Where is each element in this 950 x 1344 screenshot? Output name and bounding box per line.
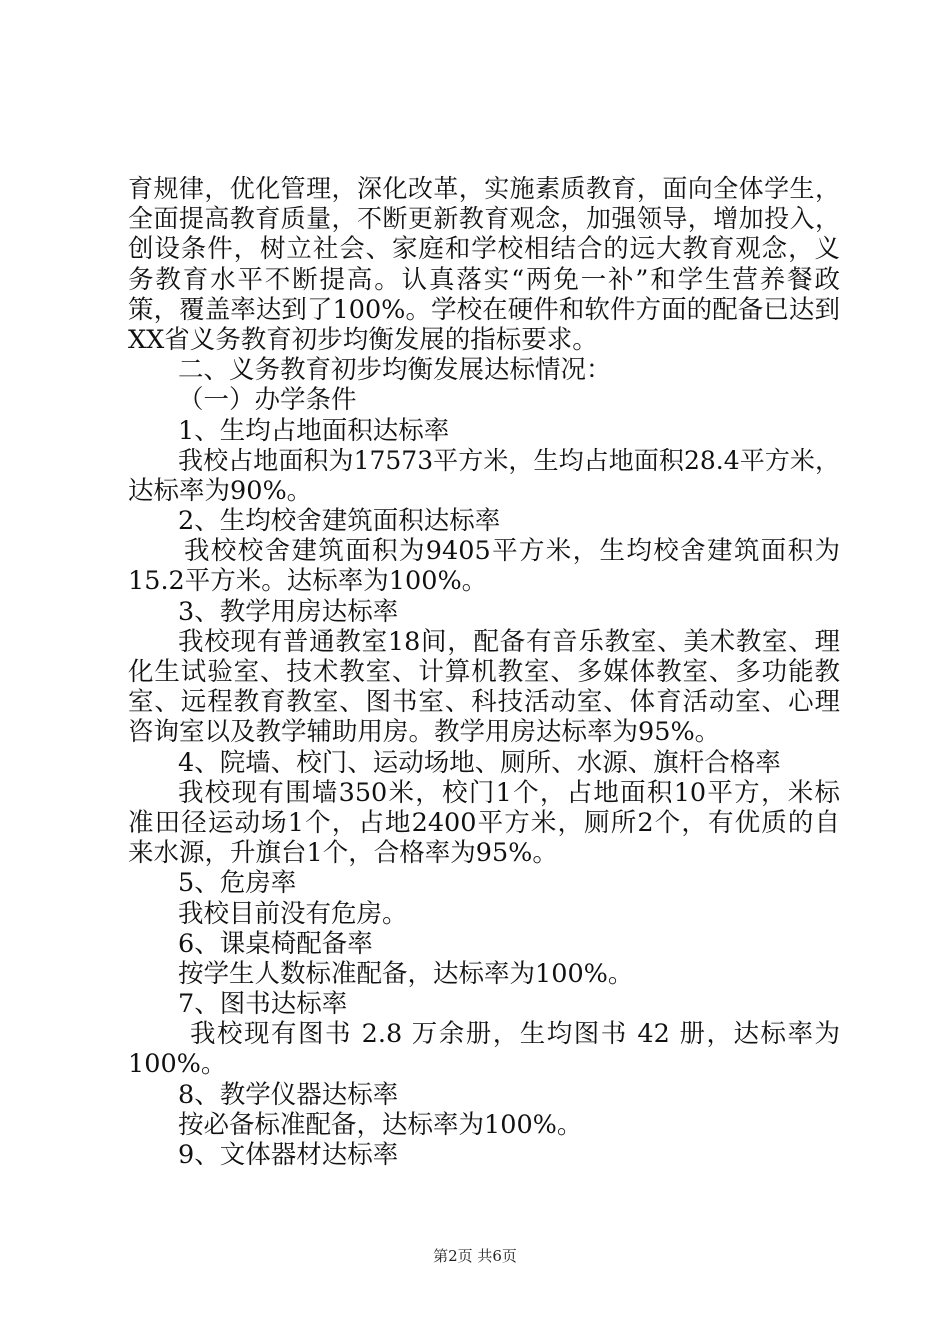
body-text-line: 6、课桌椅配备率 (178, 928, 373, 959)
body-text-line: 创设条件，树立社会、家庭和学校相结合的远大教育观念，义 (128, 234, 840, 265)
document-body (128, 174, 840, 1170)
body-text-line: 按学生人数标准配备，达标率为100%。 (178, 958, 634, 989)
body-text-line: 3、教学用房达标率 (178, 596, 399, 627)
body-text-line: 15.2平方米。达标率为100%。 (128, 566, 488, 597)
body-text-line: 我校现有图书 2.8 万余册，生均图书 42 册，达标率为 (190, 1019, 840, 1050)
body-text-line: （一）办学条件 (178, 385, 357, 416)
body-text-line: 我校目前没有危房。 (178, 898, 408, 929)
body-text-line: 7、图书达标率 (178, 989, 348, 1020)
body-text-line: 9、文体器材达标率 (178, 1140, 399, 1170)
body-text-line: 1、生均占地面积达标率 (178, 415, 450, 446)
body-text-line: 化生试验室、技术教室、计算机教室、多媒体教室、多功能教 (128, 657, 840, 687)
page-footer: 第2页 共6页 (433, 1247, 517, 1265)
body-text-line: 2、生均校舍建筑面积达标率 (178, 506, 501, 537)
body-text-line: 4、院墙、校门、运动场地、厕所、水源、旗杆合格率 (178, 747, 781, 778)
body-text-line: XX省义务教育初步均衡发展的指标要求。 (128, 324, 598, 355)
body-text-line: 100%。 (128, 1049, 227, 1080)
body-text-line: 准田径运动场1个，占地2400平方米，厕所2个，有优质的自 (128, 807, 840, 838)
body-text-line: 达标率为90%。 (128, 475, 313, 506)
body-text-line: 育规律，优化管理，深化改革，实施素质教育，面向全体学生， (128, 174, 840, 203)
body-text-line: 来水源，升旗台1个，合格率为95%。 (128, 838, 558, 869)
body-text-line: 策，覆盖率达到了100%。学校在硬件和软件方面的配备已达到 (128, 294, 840, 325)
body-text-line: 我校现有普通教室18间，配备有音乐教室、美术教室、理 (178, 626, 840, 657)
body-text-line: 按必备标准配备，达标率为100%。 (178, 1109, 583, 1140)
body-text-line: 务教育水平不断提高。认真落实“两免一补”和学生营养餐政 (128, 264, 840, 295)
body-text-line: 我校现有围墙350米，校门1个，占地面积10平方，米标 (178, 777, 840, 808)
body-text-line: 我校校舍建筑面积为9405平方米，生均校舍建筑面积为 (184, 536, 840, 567)
body-text-line: 我校占地面积为17573平方米，生均占地面积28.4平方米， (178, 445, 840, 475)
body-text-line: 全面提高教育质量，不断更新教育观念，加强领导，增加投入， (128, 204, 840, 234)
body-text-line: 二、义务教育初步均衡发展达标情况： (178, 355, 612, 386)
body-text-line: 5、危房率 (178, 868, 297, 899)
body-text-line: 咨询室以及教学辅助用房。教学用房达标率为95%。 (128, 717, 721, 748)
body-text-line: 室、远程教育教室、图书室、科技活动室、体育活动室、心理 (128, 687, 840, 718)
body-text-line: 8、教学仪器达标率 (178, 1079, 399, 1110)
